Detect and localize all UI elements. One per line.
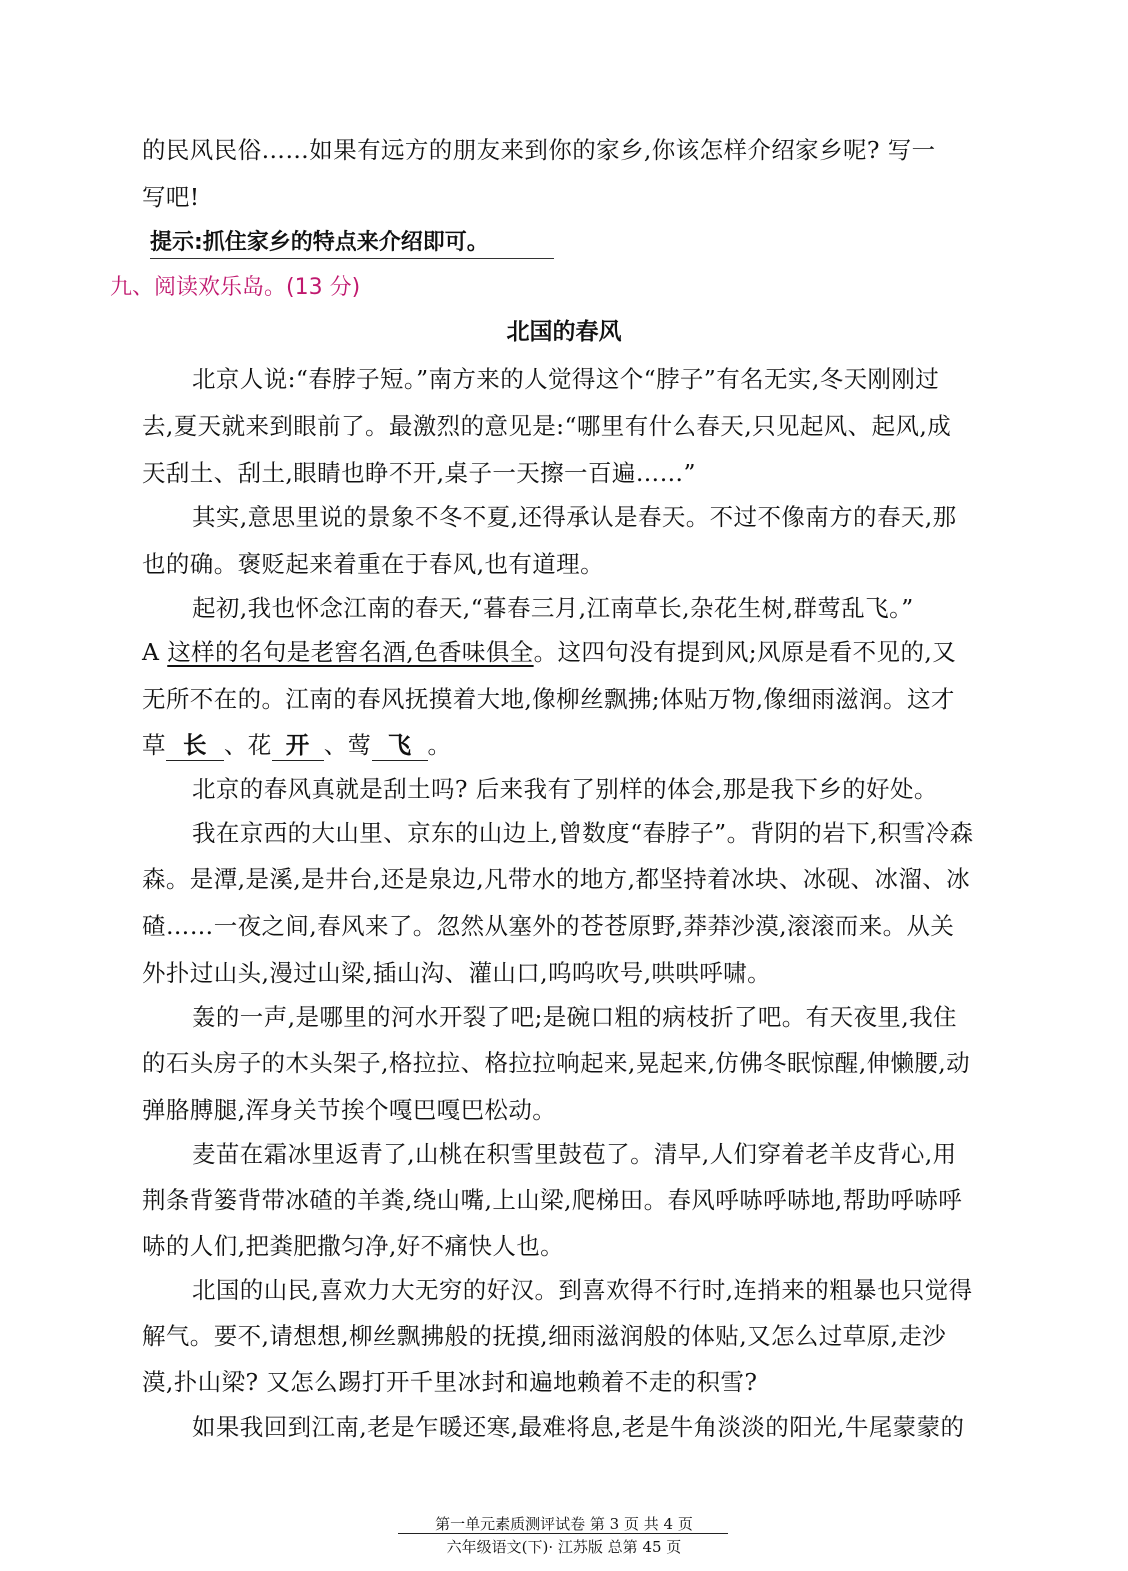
paragraph-line: 的石头房子的木头架子,格拉拉、格拉拉响起来,晃起来,仿佛冬眠惊醒,伸懒腰,动: [142, 1049, 971, 1077]
paragraph-line: 其实,意思里说的景象不冬不夏,还得承认是春天。不过不像南方的春天,那: [192, 503, 957, 531]
intro-line-2: 写吧!: [142, 183, 200, 211]
paragraph-line: 无所不在的。江南的春风抚摸着大地,像柳丝飘拂;体贴万物,像细雨滋润。这才: [142, 685, 955, 713]
intro-line-1: 的民风民俗……如果有远方的朋友来到你的家乡,你该怎样介绍家乡呢? 写一: [142, 136, 936, 164]
paragraph-line: 也的确。褒贬起来着重在于春风,也有道理。: [142, 550, 604, 578]
fill-blank-line: [142, 728, 1022, 762]
paragraph-text: 、莺: [323, 731, 372, 759]
paragraph-line: 麦苗在霜冰里返青了,山桃在积雪里鼓苞了。清早,人们穿着老羊皮背心,用: [192, 1140, 957, 1168]
paragraph-line: 漠,扑山梁? 又怎么踢打开千里冰封和遍地赖着不走的积雪?: [142, 1368, 758, 1396]
paragraph-line: 解气。要不,请想想,柳丝飘拂般的抚摸,细雨滋润般的体贴,又怎么过草原,走沙: [142, 1322, 947, 1350]
paragraph-line: 起初,我也怀念江南的春天,“暮春三月,江南草长,杂花生树,群莺乱飞。”: [192, 594, 914, 622]
answer-blank-3: 飞: [372, 730, 428, 761]
footer-page-info: 第一单元素质测评试卷 第 3 页 共 4 页: [435, 1515, 693, 1533]
paragraph-line-with-marked-sentence: [142, 635, 1022, 669]
paragraph-text: 。这四句没有提到风;风原是看不见的,又: [533, 638, 957, 666]
paragraph-line: 森。是潭,是溪,是井台,还是泉边,凡带水的地方,都坚持着冰块、冰砚、冰溜、冰: [142, 865, 971, 893]
underlined-sentence-a: 这样的名句是老窖名酒,色香味俱全: [167, 638, 534, 666]
paragraph-line: 外扑过山头,漫过山梁,插山沟、灌山口,呜呜吹号,哄哄呼啸。: [142, 959, 771, 987]
answer-blank-1: 长: [166, 730, 224, 761]
paragraph-line: 轰的一声,是哪里的河水开裂了吧;是碗口粗的病枝折了吧。有天夜里,我住: [192, 1003, 957, 1031]
footer-book-info: 六年级语文(下)· 江苏版 总第 45 页: [446, 1538, 682, 1556]
paragraph-text: 、花: [223, 731, 272, 759]
section-heading: 九、阅读欢乐岛。(13 分): [110, 275, 361, 300]
paragraph-line: 北京的春风真就是刮土吗? 后来我有了别样的体会,那是我下乡的好处。: [192, 775, 938, 803]
paragraph-line: 弹胳膊腿,浑身关节挨个嘎巴嘎巴松动。: [142, 1096, 557, 1124]
paragraph-line: 北国的山民,喜欢力大无穷的好汉。到喜欢得不行时,连捎来的粗暴也只觉得: [192, 1276, 973, 1304]
paragraph-line: 哧的人们,把粪肥撒匀净,好不痛快人也。: [142, 1232, 565, 1260]
hint-text: 提示:抓住家乡的特点来介绍即可。: [150, 228, 554, 259]
article-title: 北国的春风: [506, 319, 622, 345]
paragraph-line: 我在京西的大山里、京东的山边上,曾数度“春脖子”。背阴的岩下,积雪冷森: [192, 819, 974, 847]
paragraph-text: 草: [142, 731, 166, 759]
footer-divider: [398, 1533, 728, 1534]
paragraph-line: 北京人说:“春脖子短。”南方来的人觉得这个“脖子”有名无实,冬天刚刚过: [192, 365, 940, 393]
paragraph-line: 荆条背篓背带冰碴的羊粪,绕山嘴,上山梁,爬梯田。春风呼哧呼哧地,帮助呼哧呼: [142, 1186, 963, 1214]
paragraph-line: 如果我回到江南,老是乍暖还寒,最难将息,老是牛角淡淡的阳光,牛尾蒙蒙的: [192, 1413, 965, 1441]
paragraph-line: 碴……一夜之间,春风来了。忽然从塞外的苍苍原野,莽莽沙漠,滚滚而来。从关: [142, 912, 955, 940]
paragraph-line: 天刮土、刮土,眼睛也睁不开,桌子一天擦一百遍……”: [142, 459, 696, 487]
answer-blank-2: 开: [272, 730, 324, 761]
paragraph-text: 。: [427, 731, 452, 759]
sentence-marker-a: A: [142, 638, 168, 666]
paragraph-line: 去,夏天就来到眼前了。最激烈的意见是:“哪里有什么春天,只见起风、起风,成: [142, 412, 952, 440]
